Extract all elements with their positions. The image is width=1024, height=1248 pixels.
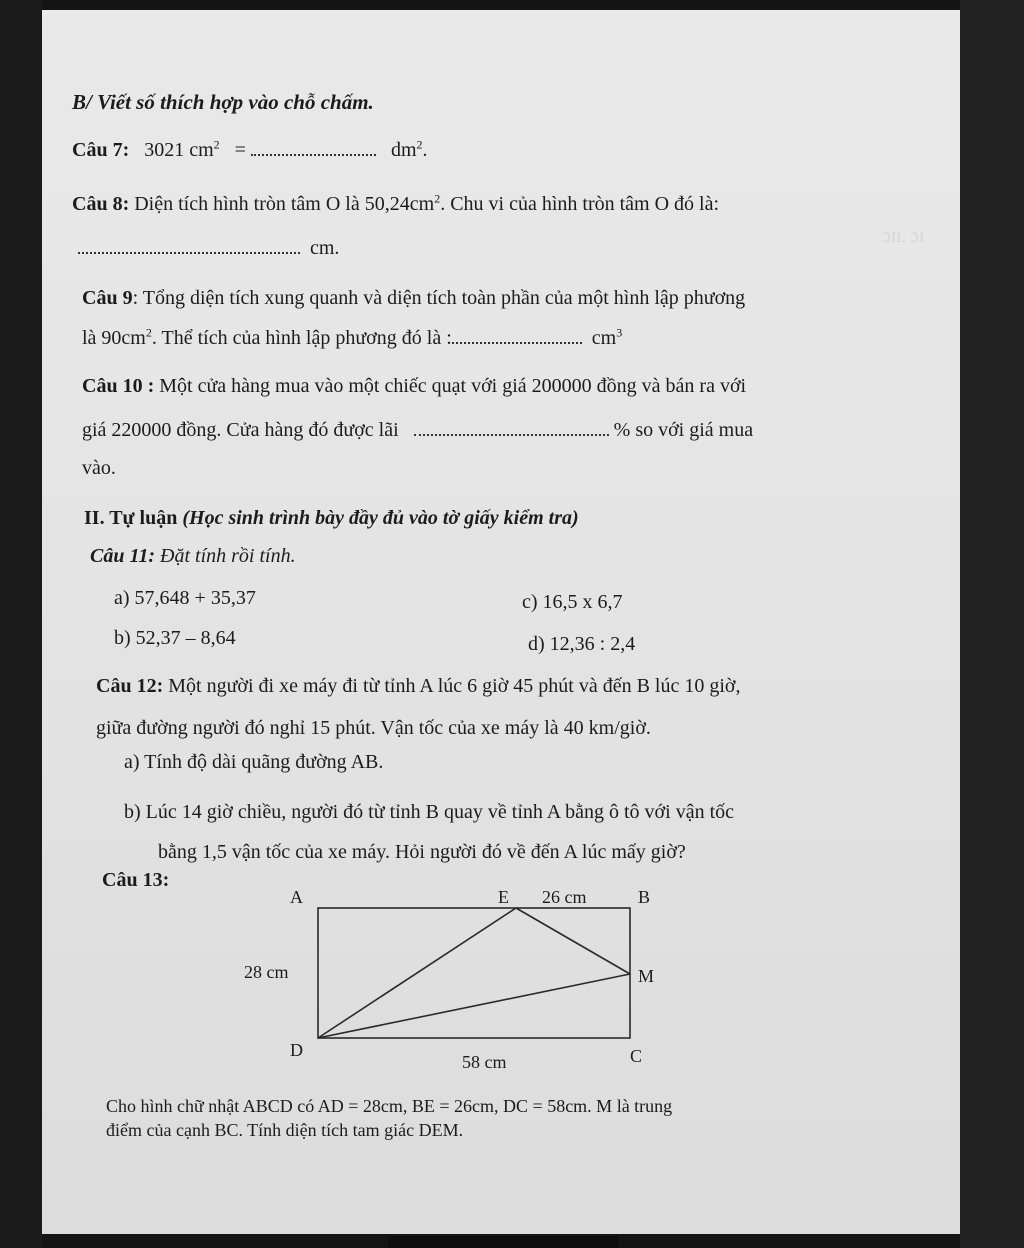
question-8-line-2: cm. bbox=[78, 236, 339, 260]
question-12-a: a) Tính độ dài quãng đường AB. bbox=[124, 751, 384, 773]
question-7-label: Câu 7: bbox=[72, 139, 130, 161]
question-11-a: a) 57,648 + 35,37 bbox=[114, 587, 256, 609]
side-ad-length: 28 cm bbox=[244, 962, 289, 982]
vertex-d-label: D bbox=[290, 1040, 303, 1060]
question-11-c: c) 16,5 x 6,7 bbox=[522, 591, 623, 613]
question-7-equals: = bbox=[234, 139, 246, 161]
question-11-d: d) 12,36 : 2,4 bbox=[528, 633, 636, 655]
segment-em bbox=[516, 908, 630, 974]
vertex-c-label: C bbox=[630, 1046, 643, 1066]
rectangle-figure bbox=[42, 10, 960, 1234]
question-9-line-1: Câu 9: Tổng diện tích xung quanh và diện tích toàn phần của một hình lập phương bbox=[82, 287, 746, 309]
photo-border-bottom bbox=[388, 1236, 618, 1248]
question-7: Câu 7: 3021 $cm^2$ = $dm^2$. bbox=[72, 137, 428, 161]
point-e-label: E bbox=[498, 887, 509, 907]
question-11-heading: Câu 11: Đặt tính rồi tính. bbox=[90, 545, 296, 567]
question-10-line-3: vào. bbox=[82, 457, 116, 479]
question-12-b-line-2: bằng 1,5 vận tốc của xe máy. Hỏi người đó về đến A lúc mấy giờ? bbox=[158, 841, 686, 863]
question-9-line-2: là $90cm^2$. Thể tích của hình lập phương đó là : $cm^3$ bbox=[82, 325, 623, 349]
question-13-line-1: Cho hình chữ nhật ABCD có AD = 28cm, BE = 26cm, DC = 58cm. M là trung bbox=[106, 1096, 673, 1116]
side-be-length: 26 cm bbox=[542, 887, 587, 907]
question-10-line-2: giá 220000 đồng. Cửa hàng đó được lãi % so với giá mua bbox=[82, 419, 754, 441]
question-10-line-1: Câu 10 : Một cửa hàng mua vào một chiếc quạt với giá 200000 đồng và bán ra với bbox=[82, 375, 747, 397]
rectangle-abcd bbox=[318, 908, 630, 1038]
question-8-line-1: Câu 8: Diện tích hình tròn tâm O là $50,24cm^2$. Chu vi của hình tròn tâm O đó là: bbox=[72, 191, 720, 215]
question-12-label: Câu 12: bbox=[96, 675, 164, 697]
question-9-label: Câu 9 bbox=[82, 287, 133, 309]
question-7-value: 3021 cm bbox=[144, 139, 214, 161]
photo-border-right bbox=[960, 0, 1024, 1248]
question-11-label: Câu 11: bbox=[90, 545, 156, 567]
question-7-unit: dm bbox=[390, 139, 417, 161]
exam-sheet bbox=[42, 10, 960, 1234]
point-m-label: M bbox=[638, 966, 655, 986]
question-13-label: Câu 13: bbox=[102, 869, 170, 891]
vertex-a-label: A bbox=[290, 887, 303, 907]
side-dc-length: 58 cm bbox=[462, 1052, 507, 1072]
section-ii-title: II. Tự luận bbox=[84, 507, 178, 529]
section-ii-note: (Học sinh trình bày đầy đủ vào tờ giấy kiểm tra) bbox=[182, 507, 579, 529]
question-12-b-line-1: b) Lúc 14 giờ chiều, người đó từ tỉnh B quay về tỉnh A bằng ô tô với vận tốc bbox=[124, 801, 734, 823]
photo-border-left bbox=[0, 0, 42, 1248]
question-8-label: Câu 8: bbox=[72, 193, 130, 215]
section-b-title: B/ Viết số thích hợp vào chỗ chấm. bbox=[72, 90, 374, 114]
segment-dm bbox=[318, 974, 630, 1038]
question-11-b: b) 52,37 – 8,64 bbox=[114, 627, 236, 649]
vertex-b-label: B bbox=[638, 887, 651, 907]
question-12-line-1: Câu 12: Một người đi xe máy đi từ tỉnh A lúc 6 giờ 45 phút và đến B lúc 10 giờ, bbox=[96, 675, 741, 697]
question-10-label: Câu 10 : bbox=[82, 375, 155, 397]
question-13-line-2: điểm của cạnh BC. Tính diện tích tam giác DEM. bbox=[106, 1120, 464, 1140]
bleed-through-text: ɔɪʟ ɔɪ bbox=[882, 225, 925, 247]
question-12-line-2: giữa đường người đó nghỉ 15 phút. Vận tốc của xe máy là 40 km/giờ. bbox=[96, 717, 651, 739]
